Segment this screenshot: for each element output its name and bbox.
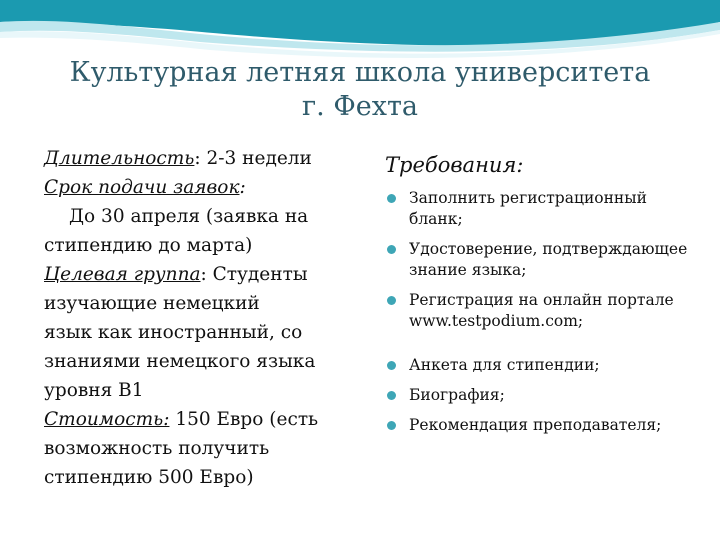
list-item <box>385 355 705 376</box>
duration-row <box>44 144 364 173</box>
list-item <box>385 415 705 436</box>
list-item <box>385 239 705 281</box>
target-row <box>44 260 364 289</box>
target-value-4: знаниями немецкого языка <box>44 351 316 372</box>
cost-value-2: возможность получить <box>44 438 270 459</box>
spacer <box>385 341 705 355</box>
page-title <box>20 56 700 124</box>
requirement-text: Удостоверение, подтверждающее знание языка; <box>409 240 688 279</box>
deadline-label: Срок подачи заявок <box>44 177 240 198</box>
target-value-1: : Студенты <box>200 264 308 285</box>
deadline-colon: : <box>239 177 246 198</box>
title-line-2: г. Фехта <box>302 91 418 122</box>
program-details <box>44 144 364 492</box>
requirement-text: Биография; <box>409 386 505 404</box>
bullet-dot-icon <box>387 421 396 430</box>
requirements-section <box>385 150 705 445</box>
cost-label: Стоимость: <box>44 409 170 430</box>
bullet-dot-icon <box>387 194 396 203</box>
list-item <box>385 385 705 406</box>
target-value-2: изучающие немецкий <box>44 293 260 314</box>
title-line-1: Культурная летняя школа университета <box>69 57 651 88</box>
list-item <box>385 188 705 230</box>
bullet-dot-icon <box>387 361 396 370</box>
requirement-text: Заполнить регистрационный бланк; <box>409 189 647 228</box>
deadline-row <box>44 173 364 202</box>
duration-value: : 2-3 недели <box>194 148 312 169</box>
target-label: Целевая группа <box>44 264 201 285</box>
deadline-value-2: стипендию до марта) <box>44 235 253 256</box>
requirement-text: Регистрация на онлайн портале www.testpodium.com; <box>409 291 674 330</box>
list-item <box>385 290 705 332</box>
target-value-3: язык как иностранный, со <box>44 322 303 343</box>
bullet-dot-icon <box>387 245 396 254</box>
requirements-heading: Требования: <box>385 153 524 177</box>
bullet-dot-icon <box>387 391 396 400</box>
header-wave-decoration <box>0 0 720 60</box>
target-value-5: уровня B1 <box>44 380 144 401</box>
bullet-dot-icon <box>387 296 396 305</box>
requirement-text: Анкета для стипендии; <box>409 356 600 374</box>
cost-value-1: 150 Евро (есть <box>169 409 319 430</box>
requirement-text: Рекомендация преподавателя; <box>409 416 662 434</box>
cost-row <box>44 405 364 434</box>
cost-value-3: стипендию 500 Евро) <box>44 467 254 488</box>
deadline-value-1: До 30 апреля (заявка на <box>69 206 309 227</box>
duration-label: Длительность <box>44 148 195 169</box>
